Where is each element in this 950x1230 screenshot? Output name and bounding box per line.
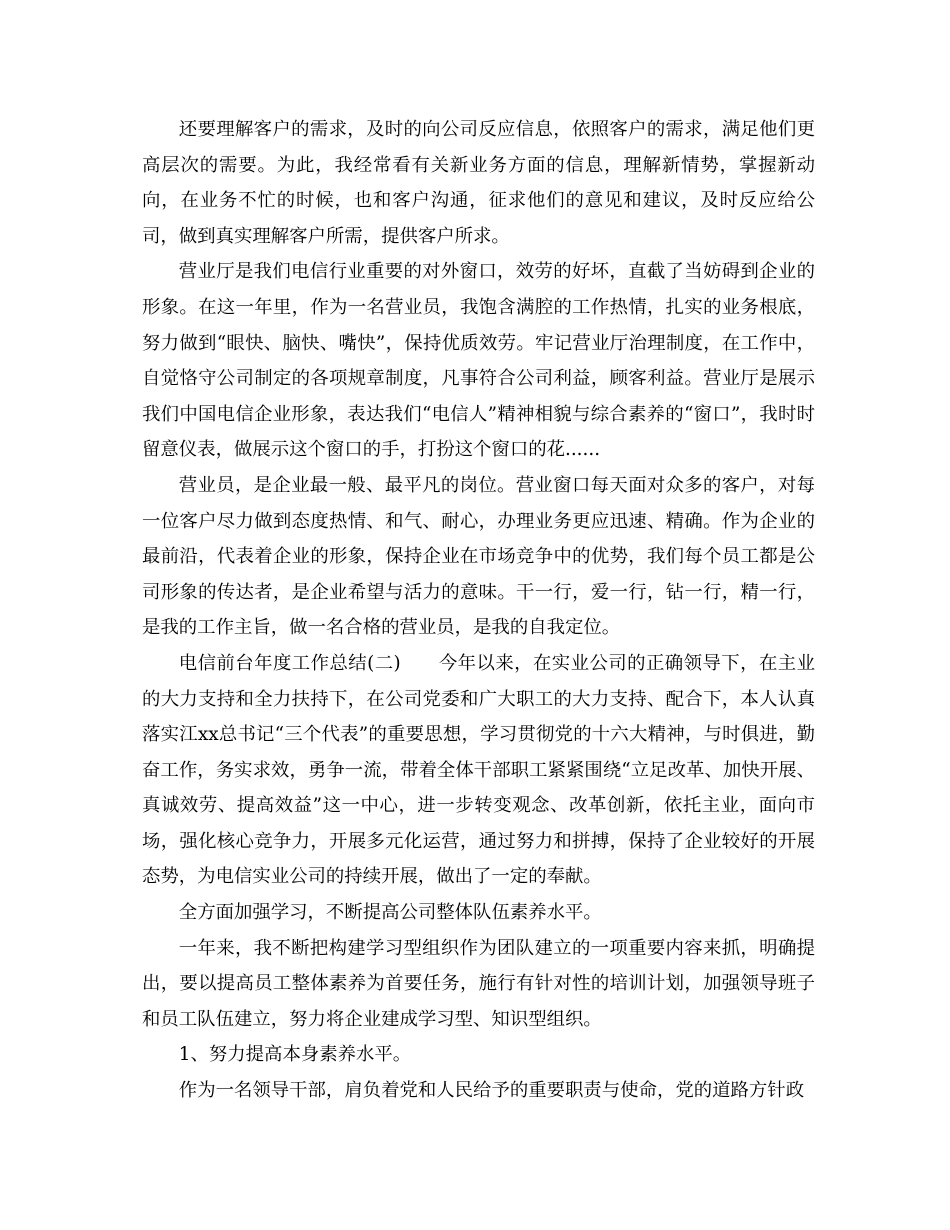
document-body [142,112,815,1109]
paragraph-3: 营业员，是企业最一般、最平凡的岗位。营业窗口每天面对众多的客户，对每一位客户尽力做到态度热情、和气、耐心，办理业务更应迅速、精确。作为企业的最前沿，代表着企业的形象，保持企业在市场竞争中的优势，我们每个员工都是公司形象的传达者，是企业希望与活力的意味。干一行，爱一行，钻一行，精一行，是我的工作主旨，做一名合格的营业员，是我的自我定位。 [142,474,815,639]
paragraph-6: 作为一名领导干部，肩负着党和人民给予的重要职责与使命，党的道路方针政 [178,1080,805,1102]
section-heading: 全方面加强学习，不断提高公司整体队伍素养水平。 [178,902,602,924]
paragraph-1: 还要理解客户的需求，及时的向公司反应信息，依照客户的需求，满足他们更高层次的需要。为此，我经常看有关新业务方面的信息，理解新情势，掌握新动向，在业务不忙的时候，也和客户沟通，征求他们的意见和建议，及时反应给公司，做到真实理解客户所需，提供客户所求。 [142,119,815,247]
paragraph-5: 一年来，我不断把构建学习型组织作为团队建立的一项重要内容来抓，明确提出，要以提高员工整体素养为首要任务，施行有针对性的培训计划，加强领导班子和员工队伍建立，努力将企业建成学习型、知识型组织。 [142,937,815,1030]
paragraph-2: 营业厅是我们电信行业重要的对外窗口，效劳的好坏，直截了当妨碍到企业的形象。在这一年里，作为一名营业员，我饱含满腔的工作热情，扎实的业务根底，努力做到“眼快、脑快、嘴快”，保持优质效劳。牢记营业厅治理制度，在工作中，自觉恪守公司制定的各项规章制度，凡事符合公司利益，顾客利益。营业厅是展示我们中国电信企业形象，表达我们“电信人”精神相貌与综合素养的“窗口”，我时时留意仪表，做展示这个窗口的手，打扮这个窗口的花...... [142,261,815,461]
paragraph-4: 电信前台年度工作总结(二) 今年以来，在实业公司的正确领导下，在主业的大力支持和全力扶持下，在公司党委和广大职工的大力支持、配合下，本人认真落实江xx总书记“三个代表”的重要思想，学习贯彻党的十六大精神，与时俱进，勤奋工作，务实求效，勇争一流，带着全体干部职工紧紧围绕“立足改革、加快开展、真诚效劳、提高效益”这一中心，进一步转变观念、改革创新，依托主业，面向市场，强化核心竞争力，开展多元化运营，通过努力和拼搏，保持了企业较好的开展态势，为电信实业公司的持续开展，做出了一定的奉献。 [142,652,815,888]
subsection-heading: 1、努力提高本身素养水平。 [178,1044,412,1066]
